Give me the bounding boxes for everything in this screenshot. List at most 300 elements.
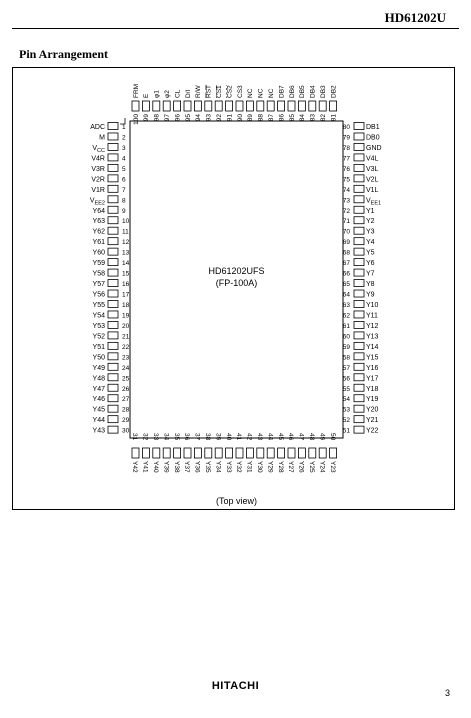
pin-pad-65 [354, 280, 364, 287]
pin-number-83: 83 [309, 114, 317, 122]
pin-pad-28 [108, 405, 118, 412]
pin-name-7: V1R [91, 186, 105, 194]
pin-pad-19 [108, 311, 118, 318]
pin-number-35: 35 [172, 433, 180, 441]
pin-number-85: 85 [288, 114, 296, 122]
pin-name-30: Y43 [92, 427, 105, 435]
pin-name-2: M [99, 134, 105, 142]
pin-pad-80 [354, 123, 364, 130]
pin-name-34: Y39 [162, 461, 170, 473]
pin-pad-35 [174, 448, 181, 458]
pin-pad-56 [354, 374, 364, 381]
pin-pad-47 [298, 448, 305, 458]
pin-pad-41 [236, 448, 243, 458]
pin-name-28: Y45 [92, 406, 105, 414]
pin-pad-100 [132, 101, 139, 111]
pin-number-5: 5 [122, 165, 126, 173]
pin-pad-12 [108, 238, 118, 245]
pin-number-25: 25 [122, 375, 130, 383]
pin-number-20: 20 [122, 322, 130, 330]
pin-pad-62 [354, 311, 364, 318]
pin-number-77: 77 [342, 155, 350, 163]
pin-pad-55 [354, 384, 364, 391]
pin-pad-84 [298, 101, 305, 111]
pin-name-37: Y36 [193, 461, 201, 473]
pin-name-1: ADC [90, 124, 105, 131]
pin-name-21: Y52 [92, 333, 105, 341]
pin-number-17: 17 [122, 291, 130, 299]
pin-number-53: 53 [342, 406, 350, 414]
pin-number-89: 89 [247, 114, 255, 122]
pin-pad-14 [108, 259, 118, 266]
pin-pad-83 [309, 101, 316, 111]
pin-number-1: 1 [122, 124, 126, 131]
pin-number-91: 91 [226, 114, 234, 122]
pin-number-94: 94 [195, 114, 203, 122]
pin-pad-25 [108, 374, 118, 381]
pin-pad-91 [226, 101, 233, 111]
pin-number-63: 63 [342, 301, 350, 309]
pin-name-92: CS1 [216, 85, 223, 98]
pin-number-69: 69 [342, 239, 350, 247]
pin-number-86: 86 [278, 114, 286, 122]
pin-pad-49 [319, 448, 326, 458]
pin-name-9: Y64 [92, 207, 105, 215]
pin-number-98: 98 [153, 114, 161, 122]
pin-name-41: Y32 [235, 461, 243, 473]
pin-number-49: 49 [318, 433, 326, 441]
pin-name-80: DB1 [366, 124, 380, 131]
pin-number-81: 81 [330, 114, 338, 122]
pin-pad-1 [108, 123, 118, 130]
pin-name-44: Y29 [266, 461, 274, 473]
pin-pad-75 [354, 175, 364, 182]
pin-pad-63 [354, 300, 364, 307]
pin-pad-86 [278, 101, 285, 111]
pin-pad-22 [108, 342, 118, 349]
pin-number-11: 11 [122, 228, 129, 236]
pin-number-19: 19 [122, 312, 130, 320]
pin-number-32: 32 [141, 433, 149, 441]
pin-pad-34 [163, 448, 170, 458]
pin-pad-99 [142, 101, 149, 111]
pin-pad-48 [309, 448, 316, 458]
pin-pad-33 [153, 448, 160, 458]
pin-name-49: Y24 [318, 461, 326, 473]
pin-number-4: 4 [122, 155, 126, 163]
pin-number-47: 47 [297, 433, 305, 441]
pin-name-61: Y12 [366, 322, 379, 330]
pin-pad-71 [354, 217, 364, 224]
pin-name-63: Y10 [366, 301, 379, 309]
pin-name-66: Y7 [366, 270, 375, 278]
pin-name-99: E [143, 93, 151, 98]
pin-number-71: 71 [342, 218, 350, 226]
pin-name-46: Y27 [287, 461, 295, 473]
pin-name-53: Y20 [366, 406, 379, 414]
view-label: (Top view) [215, 496, 258, 506]
pin-name-74: V1L [366, 186, 379, 194]
pin-number-33: 33 [152, 433, 159, 441]
pin-number-30: 30 [122, 427, 130, 435]
pin-number-84: 84 [299, 114, 307, 122]
pin-pad-92 [215, 101, 222, 111]
pin-number-21: 21 [122, 333, 130, 341]
pin-name-32: Y41 [141, 461, 149, 473]
pin-pad-45 [278, 448, 285, 458]
pin-pad-88 [257, 101, 264, 111]
pin-name-96: CL [174, 89, 182, 98]
pin-name-15: Y58 [92, 270, 105, 278]
document-title: HD61202U [384, 10, 446, 25]
pin-pad-64 [354, 290, 364, 297]
pin-pad-72 [354, 206, 364, 213]
pin-name-45: Y28 [276, 461, 284, 473]
pin-number-59: 59 [342, 343, 350, 351]
pin-name-73: $V_{EE1}$ [366, 197, 382, 207]
pin-pad-98 [153, 101, 160, 111]
pin-name-67: Y6 [366, 260, 375, 268]
pin-name-59: Y14 [366, 343, 379, 351]
pin-pad-20 [108, 321, 118, 328]
pin-name-3: $V_{CC}$ [92, 144, 105, 154]
pin-name-62: Y11 [366, 312, 378, 320]
pin-number-3: 3 [122, 144, 126, 152]
pin-name-100: FRM [132, 83, 140, 98]
pin-name-60: Y13 [366, 333, 379, 341]
pin-name-24: Y49 [92, 364, 105, 372]
pin-name-33: Y40 [152, 461, 159, 473]
pin-number-87: 87 [268, 114, 275, 122]
pin-number-44: 44 [266, 433, 274, 441]
pin-number-7: 7 [122, 186, 126, 194]
pin-name-22: Y51 [92, 343, 105, 351]
pin-number-27: 27 [122, 396, 130, 404]
pin-pad-87 [267, 101, 274, 111]
pin-number-14: 14 [122, 260, 130, 268]
pin-number-65: 65 [342, 281, 350, 289]
pin-number-24: 24 [122, 364, 130, 372]
pin-pad-30 [108, 426, 118, 433]
pin-pad-50 [330, 448, 337, 458]
pin-name-81: DB2 [330, 85, 338, 98]
pin-pad-51 [354, 426, 364, 433]
pin-diagram [13, 68, 456, 511]
pin-number-66: 66 [342, 270, 350, 278]
pin-pad-52 [354, 416, 364, 423]
header-rule [12, 28, 459, 29]
pin-name-56: Y17 [366, 375, 379, 383]
pin-pad-23 [108, 353, 118, 360]
pin-number-51: 51 [342, 427, 350, 435]
pin-name-26: Y47 [92, 385, 105, 393]
pin-name-90: CS3 [236, 85, 244, 98]
pin-number-78: 78 [342, 144, 350, 152]
pin-pad-18 [108, 300, 118, 307]
pin-number-52: 52 [342, 417, 350, 425]
pin-number-28: 28 [122, 406, 130, 414]
pin-number-54: 54 [342, 396, 350, 404]
pin-number-2: 2 [122, 134, 126, 142]
section-title: Pin Arrangement [19, 47, 108, 61]
pin-pad-60 [354, 332, 364, 339]
pin-pad-81 [330, 101, 337, 111]
pin-pad-26 [108, 384, 118, 391]
pin-name-48: Y25 [308, 461, 315, 473]
pin-pad-58 [354, 353, 364, 360]
pin-pad-32 [142, 448, 149, 458]
pin-number-72: 72 [342, 207, 350, 215]
pin-name-5: V3R [91, 165, 105, 173]
pin-number-60: 60 [342, 333, 350, 341]
pin-pad-7 [108, 185, 118, 192]
pin-number-50: 50 [328, 433, 336, 441]
pin-name-57: Y16 [366, 364, 379, 372]
pin-name-94: R/W [195, 85, 203, 98]
pin-name-6: V2R [91, 176, 105, 184]
pin-name-78: GND [366, 144, 382, 152]
pin-number-64: 64 [342, 291, 350, 299]
pin-number-75: 75 [342, 176, 350, 184]
pin-name-14: Y59 [92, 260, 105, 268]
pin-number-55: 55 [342, 385, 350, 393]
pin-number-37: 37 [193, 433, 201, 441]
pin-pad-16 [108, 280, 118, 287]
pin-name-75: V2L [366, 176, 379, 184]
pin-name-25: Y48 [92, 375, 105, 383]
pin-pad-94 [194, 101, 201, 111]
pin-pad-44 [267, 448, 274, 458]
pin-name-95: D/I [184, 89, 192, 98]
pin-number-73: 73 [342, 197, 350, 205]
pin-name-89: NC [247, 88, 255, 98]
pin-name-54: Y19 [366, 396, 379, 404]
pin-number-67: 67 [342, 260, 350, 268]
pin-pad-67 [354, 259, 364, 266]
pin-name-79: DB0 [366, 134, 380, 142]
pin-name-16: Y57 [92, 281, 105, 289]
pin-name-68: Y5 [366, 249, 375, 257]
pin-pad-2 [108, 133, 118, 140]
pin-pad-17 [108, 290, 118, 297]
pin-name-10: Y63 [92, 218, 105, 226]
pin-name-83: DB4 [309, 85, 317, 98]
pin-name-58: Y15 [366, 354, 379, 362]
pin-number-57: 57 [342, 364, 350, 372]
pin-pad-96 [174, 101, 181, 111]
pin-number-41: 41 [235, 433, 243, 441]
pin-name-69: Y4 [366, 239, 375, 247]
pin-name-51: Y22 [366, 427, 379, 435]
pin-pad-79 [354, 133, 364, 140]
pin-pad-76 [354, 164, 364, 171]
pin-number-61: 61 [342, 322, 350, 330]
pin-pad-57 [354, 363, 364, 370]
pin-name-97: φ2 [164, 90, 171, 98]
pin-pad-10 [108, 217, 118, 224]
pin-pad-42 [246, 448, 253, 458]
pin-number-96: 96 [174, 114, 182, 122]
pin-name-86: DB7 [278, 85, 286, 98]
pin-number-26: 26 [122, 385, 130, 393]
pin-name-4: V4R [91, 155, 105, 163]
pin-number-34: 34 [162, 433, 170, 441]
pin-name-20: Y53 [92, 322, 105, 330]
pin-pad-74 [354, 185, 364, 192]
pin-pad-93 [205, 101, 212, 111]
pin-pad-69 [354, 238, 364, 245]
pin-number-9: 9 [122, 207, 126, 215]
pin-name-87: NC [268, 88, 275, 98]
pin-number-10: 10 [122, 218, 130, 226]
pin-pad-37 [194, 448, 201, 458]
pin-number-99: 99 [143, 114, 151, 122]
pin-pad-66 [354, 269, 364, 276]
pin-name-27: Y46 [92, 396, 105, 404]
pin-number-68: 68 [342, 249, 350, 257]
pin-name-93: RST [205, 85, 213, 98]
pin-pad-70 [354, 227, 364, 234]
pin-number-42: 42 [245, 433, 253, 441]
pin-pad-85 [288, 101, 295, 111]
pin-name-12: Y61 [92, 239, 105, 247]
pin-pad-68 [354, 248, 364, 255]
pin-name-72: Y1 [366, 207, 375, 215]
pin-number-23: 23 [122, 354, 130, 362]
pin-name-47: Y26 [297, 461, 305, 473]
pin-name-52: Y21 [366, 417, 379, 425]
pin-name-64: Y9 [366, 291, 375, 299]
pin-name-43: Y30 [256, 461, 263, 473]
pin-pad-6 [108, 175, 118, 182]
pin-pad-77 [354, 154, 364, 161]
pin-number-13: 13 [122, 249, 130, 257]
pin-name-98: φ1 [153, 90, 161, 98]
pin-number-48: 48 [308, 433, 315, 441]
pin-pad-13 [108, 248, 118, 255]
pin-pad-78 [354, 143, 364, 150]
pin-name-88: NC [257, 88, 265, 98]
pin-pad-3 [108, 143, 118, 150]
pin-number-16: 16 [122, 281, 130, 289]
pin-name-91: CS2 [226, 85, 234, 98]
pin-number-100: 100 [132, 114, 140, 125]
pin-name-82: DB3 [320, 85, 327, 98]
pin-number-38: 38 [204, 433, 211, 441]
pin-number-12: 12 [122, 239, 130, 247]
pin-pad-73 [354, 196, 364, 203]
pin-pad-61 [354, 321, 364, 328]
pin-number-22: 22 [122, 343, 130, 351]
pin-number-18: 18 [122, 301, 130, 309]
pin-pad-82 [319, 101, 326, 111]
pin-name-36: Y37 [183, 461, 191, 473]
pin-name-50: Y23 [328, 461, 336, 473]
pin-pad-8 [108, 196, 118, 203]
pin-pad-31 [132, 448, 139, 458]
pin-number-6: 6 [122, 176, 126, 184]
pin-arrangement-figure [12, 67, 455, 510]
pin-name-76: V3L [366, 165, 379, 173]
pin-pad-21 [108, 332, 118, 339]
pin-pad-36 [184, 448, 191, 458]
pin-pad-90 [236, 101, 243, 111]
pin-name-29: Y44 [92, 417, 105, 425]
pin-pad-53 [354, 405, 364, 412]
pin-name-31: Y42 [131, 461, 139, 473]
pin-name-71: Y2 [366, 218, 375, 226]
pin-name-70: Y3 [366, 228, 375, 236]
pin-pad-15 [108, 269, 118, 276]
pin-pad-95 [184, 101, 191, 111]
pin-number-31: 31 [131, 433, 139, 441]
pin-pad-59 [354, 342, 364, 349]
pin-number-58: 58 [342, 354, 350, 362]
pin-name-42: Y31 [245, 461, 253, 473]
pin-pad-39 [215, 448, 222, 458]
pin-number-46: 46 [287, 433, 295, 441]
pin-pad-97 [163, 101, 170, 111]
pin-pad-9 [108, 206, 118, 213]
pin-number-90: 90 [236, 114, 244, 122]
pin-number-43: 43 [256, 433, 263, 441]
pin-number-15: 15 [122, 270, 130, 278]
pin-pad-89 [246, 101, 253, 111]
pin-name-19: Y54 [92, 312, 105, 320]
pin-number-40: 40 [224, 433, 232, 441]
pin-number-80: 80 [342, 124, 350, 131]
pin-number-79: 79 [342, 134, 350, 142]
pin-name-40: Y33 [224, 461, 232, 473]
pin-number-62: 62 [342, 312, 350, 320]
pin-name-39: Y34 [214, 461, 222, 473]
pin-number-45: 45 [276, 433, 284, 441]
pin-number-39: 39 [214, 433, 222, 441]
pin-pad-40 [226, 448, 233, 458]
pin-name-85: DB6 [288, 85, 296, 98]
pin-pad-27 [108, 395, 118, 402]
pin-number-36: 36 [183, 433, 191, 441]
pin-number-8: 8 [122, 197, 126, 205]
pin-name-55: Y18 [366, 385, 379, 393]
pin-pad-5 [108, 164, 118, 171]
pin-name-17: Y56 [92, 291, 105, 299]
pin-name-18: Y55 [92, 301, 105, 309]
pin-pad-43 [257, 448, 264, 458]
package-code: (FP-100A) [215, 278, 258, 288]
pin-pad-46 [288, 448, 295, 458]
pin-number-93: 93 [205, 114, 213, 122]
pin-number-88: 88 [257, 114, 265, 122]
pin-pad-4 [108, 154, 118, 161]
pin-name-11: Y62 [92, 228, 105, 236]
pin-number-82: 82 [320, 114, 327, 122]
pin-pad-54 [354, 395, 364, 402]
pin-number-56: 56 [342, 375, 350, 383]
pin-name-23: Y50 [92, 354, 105, 362]
pin-name-77: V4L [366, 155, 379, 163]
pin-number-95: 95 [184, 114, 192, 122]
pin-number-74: 74 [342, 186, 350, 194]
pin-number-76: 76 [342, 165, 350, 173]
pin-pad-11 [108, 227, 118, 234]
pin-number-97: 97 [164, 114, 171, 122]
pin-pad-38 [205, 448, 212, 458]
pin-name-13: Y60 [92, 249, 105, 257]
hitachi-logo: HITACHI [211, 680, 260, 692]
pin-name-35: Y38 [172, 461, 180, 473]
pin-number-29: 29 [122, 417, 130, 425]
